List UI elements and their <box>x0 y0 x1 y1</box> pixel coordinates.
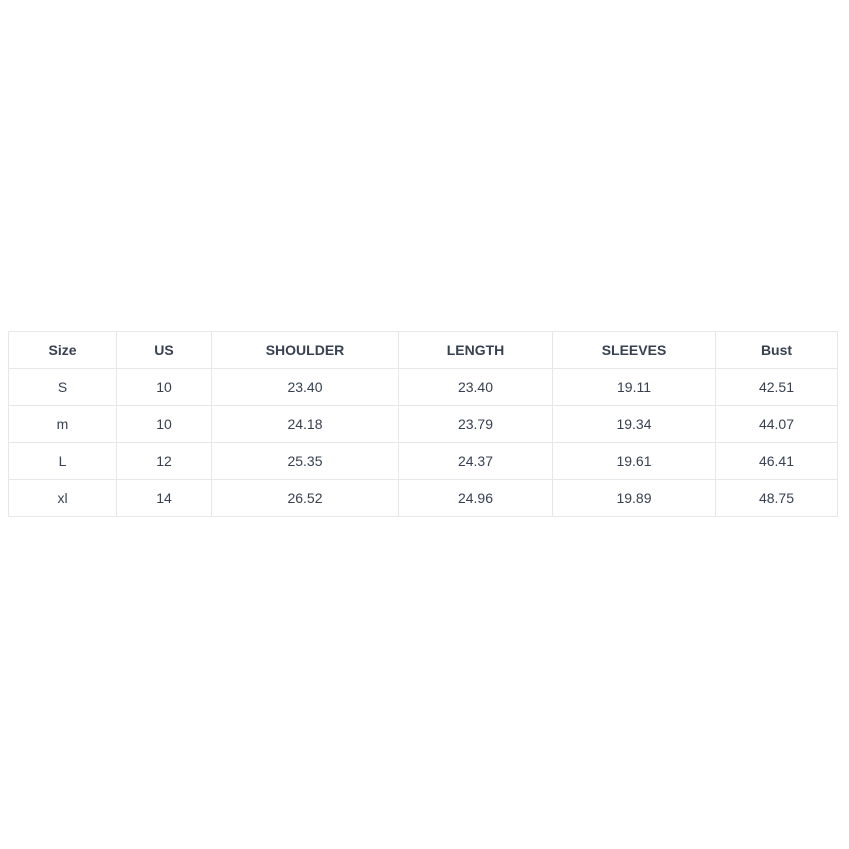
cell-sleeves: 19.61 <box>553 443 716 480</box>
size-chart-table <box>8 331 838 517</box>
cell-sleeves: 19.11 <box>553 369 716 406</box>
cell-bust: 48.75 <box>716 480 838 517</box>
cell-shoulder: 25.35 <box>212 443 399 480</box>
cell-us: 14 <box>117 480 212 517</box>
column-header-sleeves: SLEEVES <box>553 332 716 369</box>
cell-shoulder: 26.52 <box>212 480 399 517</box>
table-row-m <box>9 406 838 443</box>
cell-sleeves: 19.34 <box>553 406 716 443</box>
cell-length: 23.40 <box>399 369 553 406</box>
cell-size: xl <box>9 480 117 517</box>
column-header-us: US <box>117 332 212 369</box>
cell-bust: 46.41 <box>716 443 838 480</box>
cell-size: m <box>9 406 117 443</box>
cell-size: L <box>9 443 117 480</box>
cell-length: 23.79 <box>399 406 553 443</box>
cell-us: 10 <box>117 369 212 406</box>
cell-us: 12 <box>117 443 212 480</box>
cell-bust: 42.51 <box>716 369 838 406</box>
column-header-bust: Bust <box>716 332 838 369</box>
cell-bust: 44.07 <box>716 406 838 443</box>
header-row <box>9 332 838 369</box>
cell-sleeves: 19.89 <box>553 480 716 517</box>
column-header-length: LENGTH <box>399 332 553 369</box>
column-header-shoulder: SHOULDER <box>212 332 399 369</box>
cell-size: S <box>9 369 117 406</box>
table-row-l <box>9 443 838 480</box>
cell-shoulder: 23.40 <box>212 369 399 406</box>
column-header-size: Size <box>9 332 117 369</box>
cell-length: 24.37 <box>399 443 553 480</box>
cell-shoulder: 24.18 <box>212 406 399 443</box>
cell-length: 24.96 <box>399 480 553 517</box>
table-row-s <box>9 369 838 406</box>
cell-us: 10 <box>117 406 212 443</box>
table-row-xl <box>9 480 838 517</box>
